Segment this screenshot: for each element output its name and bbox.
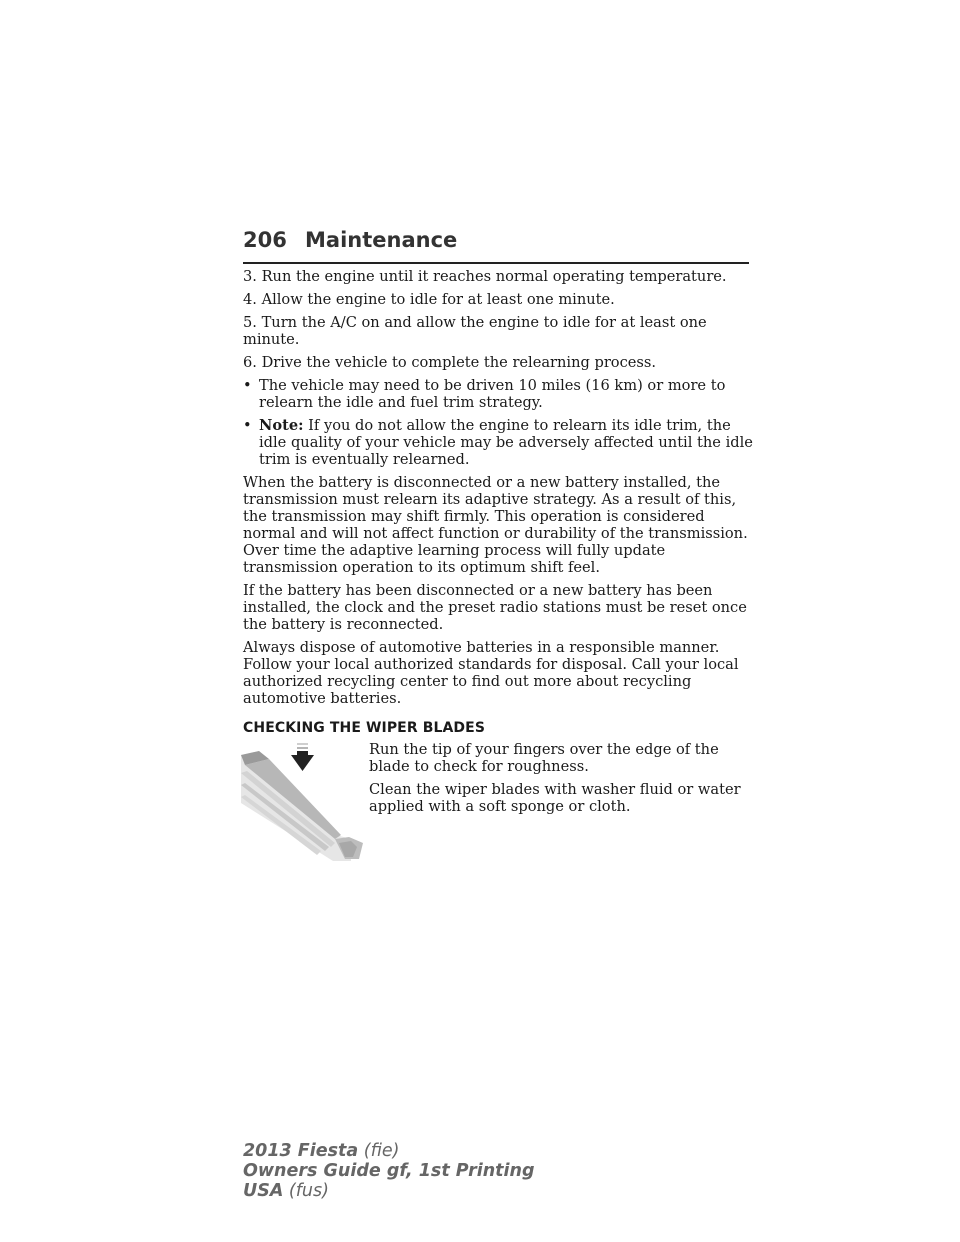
wiper-check-text: Run the tip of your fingers over the edge of the blade to check for roughness. xyxy=(369,741,719,775)
bullet-text: The vehicle may need to be driven 10 miles (16 km) or more to relearn the idle and fuel trim strategy. xyxy=(259,377,726,411)
paragraph-disposal: Always dispose of automotive batteries in a responsible manner. Follow your local authorized standards for disposal. Call your local authorized recycling center to find out more about recycling automotive batteries. xyxy=(243,639,739,707)
paragraph-reset: If the battery has been disconnected or a new battery has been installed, the clock and the preset radio stations must be reset once the battery is reconnected. xyxy=(243,582,747,633)
note-text: If you do not allow the engine to relearn its idle trim, the idle quality of your vehicle may be adversely affected until the idle trim is eventually relearned. xyxy=(259,417,753,468)
bullet-icon: • xyxy=(243,377,252,394)
page-footer xyxy=(243,1141,535,1201)
paragraph-transmission: When the battery is disconnected or a new battery installed, the transmission must relearn its adaptive strategy. As a result of this, the transmission may shift firmly. This operation is considered normal and will not affect function or durability of the transmission. Over time the adaptive learning process will fully update transmission operation to its optimum shift feel. xyxy=(243,474,748,576)
footer-line-guide: Owners Guide gf, 1st Printing xyxy=(243,1161,535,1181)
wiper-clean-text: Clean the wiper blades with washer fluid or water applied with a soft sponge or cloth. xyxy=(369,781,741,815)
page-header xyxy=(243,228,749,264)
footer-line-region: USA (fus) xyxy=(243,1181,329,1201)
bullet-icon: • xyxy=(243,417,252,434)
wiper-section xyxy=(243,741,758,861)
page-content xyxy=(243,268,758,861)
wiper-instructions xyxy=(369,741,759,821)
bullet-note xyxy=(243,417,758,468)
footer-line-model: 2013 Fiesta (fie) xyxy=(243,1141,400,1161)
wiper-heading: CHECKING THE WIPER BLADES xyxy=(243,720,485,736)
step-3: 3. Run the engine until it reaches normal operating temperature. xyxy=(243,268,727,285)
step-5: 5. Turn the A/C on and allow the engine to idle for at least one minute. xyxy=(243,314,707,348)
bullet-relearn xyxy=(243,377,758,411)
section-title: Maintenance xyxy=(305,228,458,252)
page-number: 206 xyxy=(243,228,287,252)
wiper-blade-icon xyxy=(241,743,365,861)
note-label: Note: xyxy=(259,417,304,434)
step-4: 4. Allow the engine to idle for at least one minute. xyxy=(243,291,615,308)
step-6: 6. Drive the vehicle to complete the relearning process. xyxy=(243,354,657,371)
